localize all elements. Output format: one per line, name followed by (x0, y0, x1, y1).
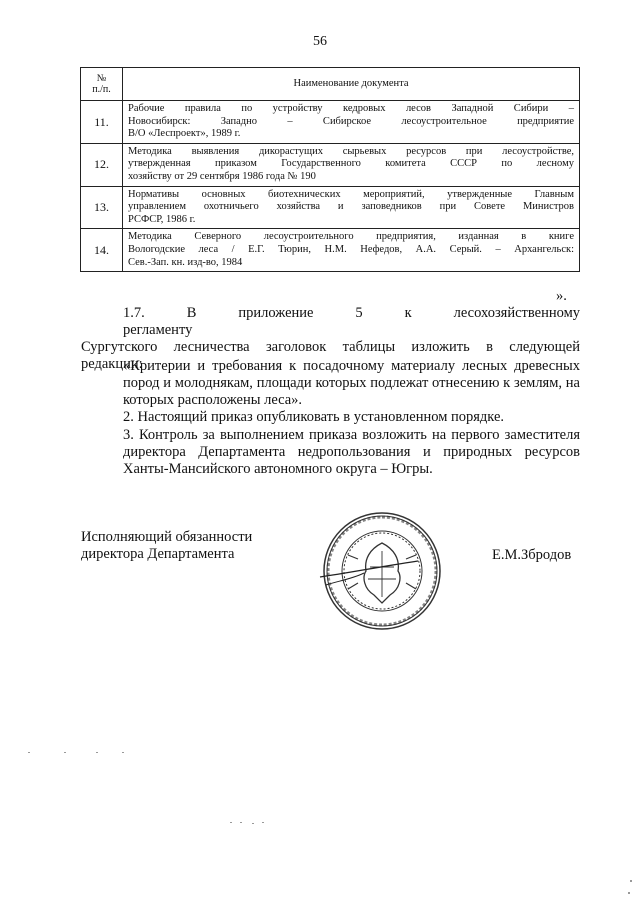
row-number: 12. (81, 143, 123, 186)
row-line: РСФСР, 1986 г. (128, 213, 196, 225)
header-number-abbr: п./п. (92, 84, 111, 95)
row-line: Нормативы основных биотехнических мероприятий, утвержденные Главным (128, 188, 574, 200)
row-line: хозяйству от 29 сентября 1986 года № 190 (128, 170, 316, 182)
closing-quote-mark: ». (556, 288, 567, 304)
position-line: директора Департамента (81, 546, 235, 562)
row-number: 11. (81, 101, 123, 144)
paragraph-line: Сургутского лесничества заголовок таблицы изложить в следующей (81, 339, 580, 355)
row-line: утвержденная приказом Государственного комитета СССР по лесному (128, 158, 574, 170)
row-line: Методика Северного лесоустроительного предприятия, изданная в книге (128, 231, 574, 243)
paragraph-text: 3. Контроль за выполнением приказа возложить на первого заместителя директора Департамента недропользования и природных ресурсов Ханты-Мансийского автономного округа – Югры. (123, 427, 580, 477)
header-number-symbol: № (96, 72, 107, 84)
position-line: Исполняющий обязанности (81, 529, 253, 545)
row-line: Вологодские леса / Е.Г. Тюрин, Н.М. Нефедов, А.А. Серый. – Архангельск: (128, 243, 574, 255)
row-line: управлением охотничьего хозяйства и заповедников при Совете Министров (128, 201, 574, 213)
row-line: В/О «Леспроект», 1989 г. (128, 128, 241, 140)
row-line: Сев.-Зап. кн. изд-во, 1984 (128, 256, 243, 268)
row-line: Рабочие правила по устройству кедровых лесов Западной Сибири – (128, 103, 574, 114)
paragraph-line: редакции: (81, 356, 143, 372)
row-line: Методика выявления дикорастущих сырьевых ресурсов при лесоустройстве, (128, 145, 574, 157)
header-document-name: Наименование документа (123, 68, 580, 101)
row-line: Новосибирск: Западно – Сибирское лесоустроительное предприятие (128, 115, 574, 127)
page-number: 56 (313, 34, 327, 49)
row-number: 14. (81, 229, 123, 272)
row-number: 13. (81, 186, 123, 229)
signatory-name: Е.М.Збродов (492, 547, 572, 563)
paragraph-text: 2. Настоящий приказ опубликовать в установленном порядке. (123, 409, 505, 425)
paragraph-line: 1.7. В приложение 5 к лесохозяйственному регламенту (123, 305, 580, 338)
paragraph-text: «Критерии и требования к посадочному материалу лесных древесных пород и молоднякам, площади которых подлежат отнесению к землям, на которых расположены леса». (123, 358, 580, 408)
